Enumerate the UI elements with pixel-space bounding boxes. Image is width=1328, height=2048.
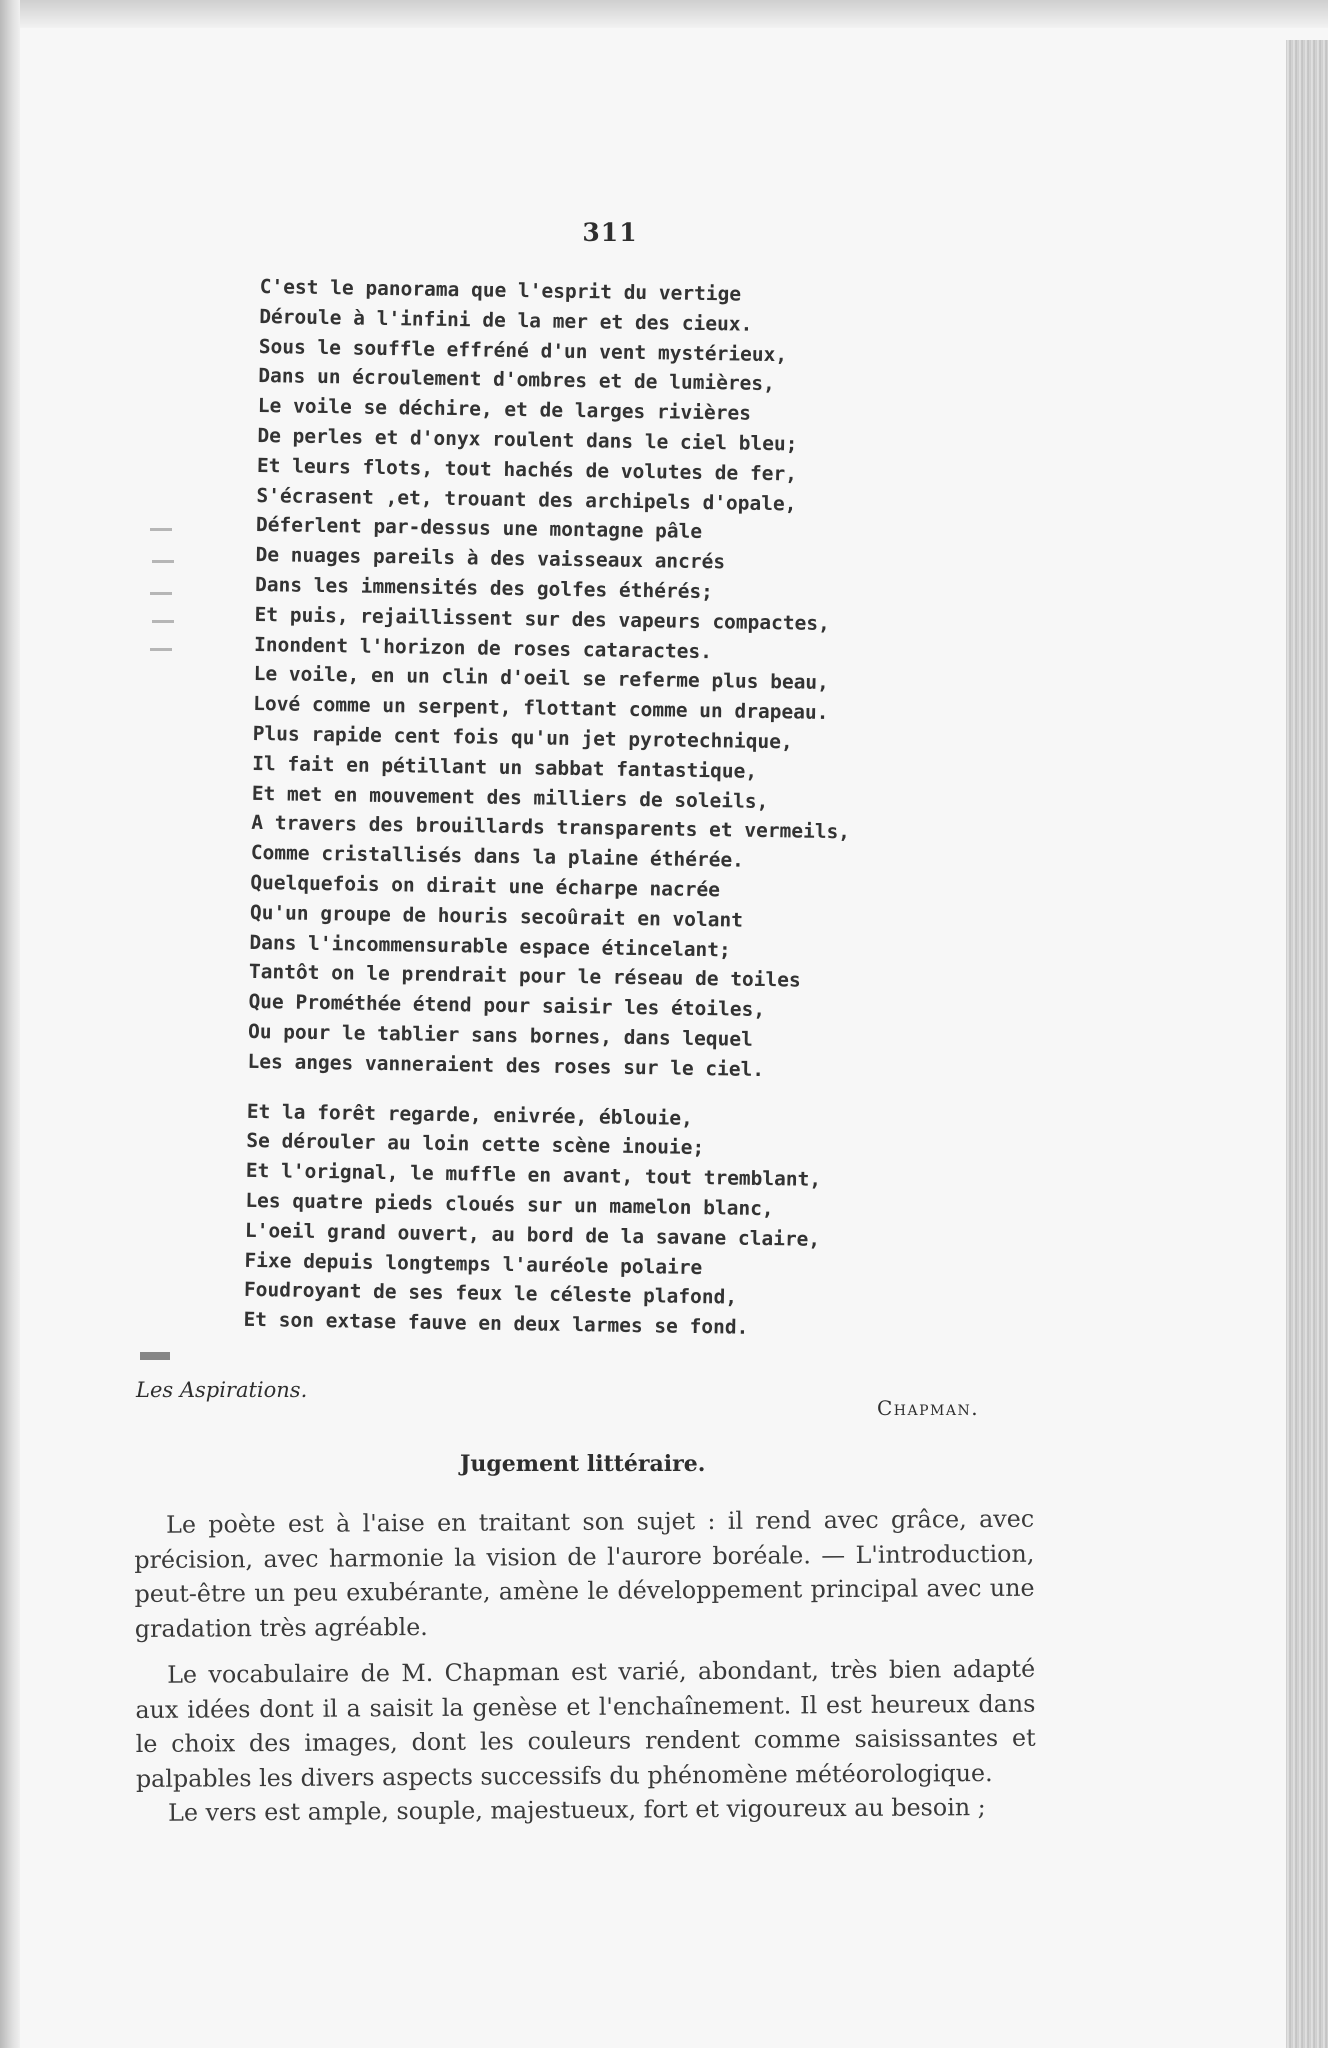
- poem-line: Dans un écroulement d'ombres et de lumières,: [258, 364, 776, 396]
- poem-line: Foudroyant de ses feux le céleste plafond,: [243, 1278, 738, 1309]
- left-binding-edge: [0, 0, 20, 2048]
- source-title: Les Aspirations.: [136, 1378, 308, 1402]
- poem-line: Quelquefois on dirait une écharpe nacrée: [250, 870, 721, 902]
- poem-line: Le voile, en un clin d'oeil se referme plus beau,: [253, 662, 830, 695]
- poem-line: Sous le souffle effréné d'un vent mystérieux,: [258, 334, 788, 366]
- top-scan-shadow: [0, 0, 1328, 28]
- poem-line: Plus rapide cent fois qu'un jet pyrotechnique,: [252, 721, 793, 754]
- poem-line: S'écrasent ,et, trouant des archipels d'opale,: [256, 483, 797, 516]
- poem-line: Dans les immensités des golfes éthérés;: [254, 572, 714, 604]
- margin-mark: [140, 1352, 170, 1360]
- poem-line: De nuages pareils à des vaisseaux ancrés: [255, 543, 726, 574]
- poem-line: Et l'orignal, le muffle en avant, tout tremblant,: [245, 1158, 822, 1192]
- margin-mark: [152, 620, 174, 623]
- poem-line: Il fait en pétillant un sabbat fantastique,: [252, 751, 758, 783]
- page-number: 311: [582, 218, 638, 247]
- poem-line: Déroule à l'infini de la mer et des cieux.: [259, 304, 753, 336]
- poem-line: Ou pour le tablier sans bornes, dans lequel: [247, 1019, 754, 1051]
- margin-mark: [150, 592, 172, 595]
- poem-line: Et puis, rejaillissent sur des vapeurs compactes,: [254, 602, 830, 635]
- poem-line: Et la forêt regarde, enivrée, éblouie,: [246, 1099, 694, 1130]
- poem-line: Et son extase fauve en deux larmes se fond.: [243, 1307, 749, 1339]
- poem-line: Se dérouler au loin cette scène inouie;: [246, 1129, 705, 1160]
- author-name: Chapman.: [877, 1396, 980, 1420]
- poem-line: Les quatre pieds cloués sur un mamelon blanc,: [245, 1188, 774, 1221]
- poem-line: Et met en mouvement des milliers de soleils,: [251, 781, 769, 813]
- commentary-paragraph: Le vocabulaire de M. Chapman est varié, abondant, très bien adapté aux idées dont il a saisit la genèse et l'enchaînement. Il est heureux dans le choix des images, dont les couleurs rendent comme saisissantes et palpables les divers aspects successifs du phénomène météorologique.: [135, 1654, 1036, 1793]
- poem: [243, 272, 980, 1346]
- commentary-paragraph: Le poète est à l'aise en traitant son sujet : il rend avec grâce, avec précision, avec harmonie la vision de l'aurore boréale. — L'introduction, peut-être un peu exubérante, amène le développement principal avec une gradation très agréable.: [134, 1504, 1035, 1643]
- poem-line: Inondent l'horizon de roses cataractes.: [253, 632, 713, 663]
- poem-line: Le voile se déchire, et de larges rivières: [257, 394, 752, 425]
- poem-line: Dans l'incommensurable espace étincelant;: [249, 930, 731, 962]
- poem-line: Qu'un groupe de houris secoûrait en volant: [249, 900, 744, 932]
- poem-line: Tantôt on le prendrait pour le réseau de toiles: [248, 960, 801, 992]
- poem-line: De perles et d'onyx roulent dans le ciel bleu;: [257, 423, 798, 456]
- poem-line: A travers des brouillards transparents et vermeils,: [251, 811, 851, 844]
- commentary-paragraph: Le vers est ample, souple, majestueux, fort et vigoureux au besoin ;: [168, 1793, 986, 1827]
- poem-line: Et leurs flots, tout hachés de volutes de fer,: [256, 453, 798, 486]
- margin-mark: [150, 648, 172, 651]
- poem-line: Déferlent par-dessus une montagne pâle: [255, 513, 703, 544]
- margin-mark: [150, 528, 172, 531]
- poem-line: Les anges vanneraient des roses sur le ciel.: [247, 1049, 765, 1081]
- margin-mark: [152, 560, 174, 563]
- book-page-edges: [1286, 40, 1328, 2048]
- poem-line: Que Prométhée étend pour saisir les étoiles,: [248, 990, 766, 1022]
- poem-line: Fixe depuis longtemps l'auréole polaire: [244, 1248, 703, 1279]
- poem-line: C'est le panorama que l'esprit du vertige: [259, 274, 742, 306]
- poem-line: Comme cristallisés dans la plaine éthérée.: [250, 841, 745, 872]
- poem-line: L'oeil grand ouvert, au bord de la savane claire,: [244, 1218, 821, 1251]
- poem-line: Lové comme un serpent, flottant comme un drapeau.: [253, 692, 829, 725]
- commentary: [134, 1502, 1036, 1831]
- section-heading: Jugement littéraire.: [460, 1451, 706, 1477]
